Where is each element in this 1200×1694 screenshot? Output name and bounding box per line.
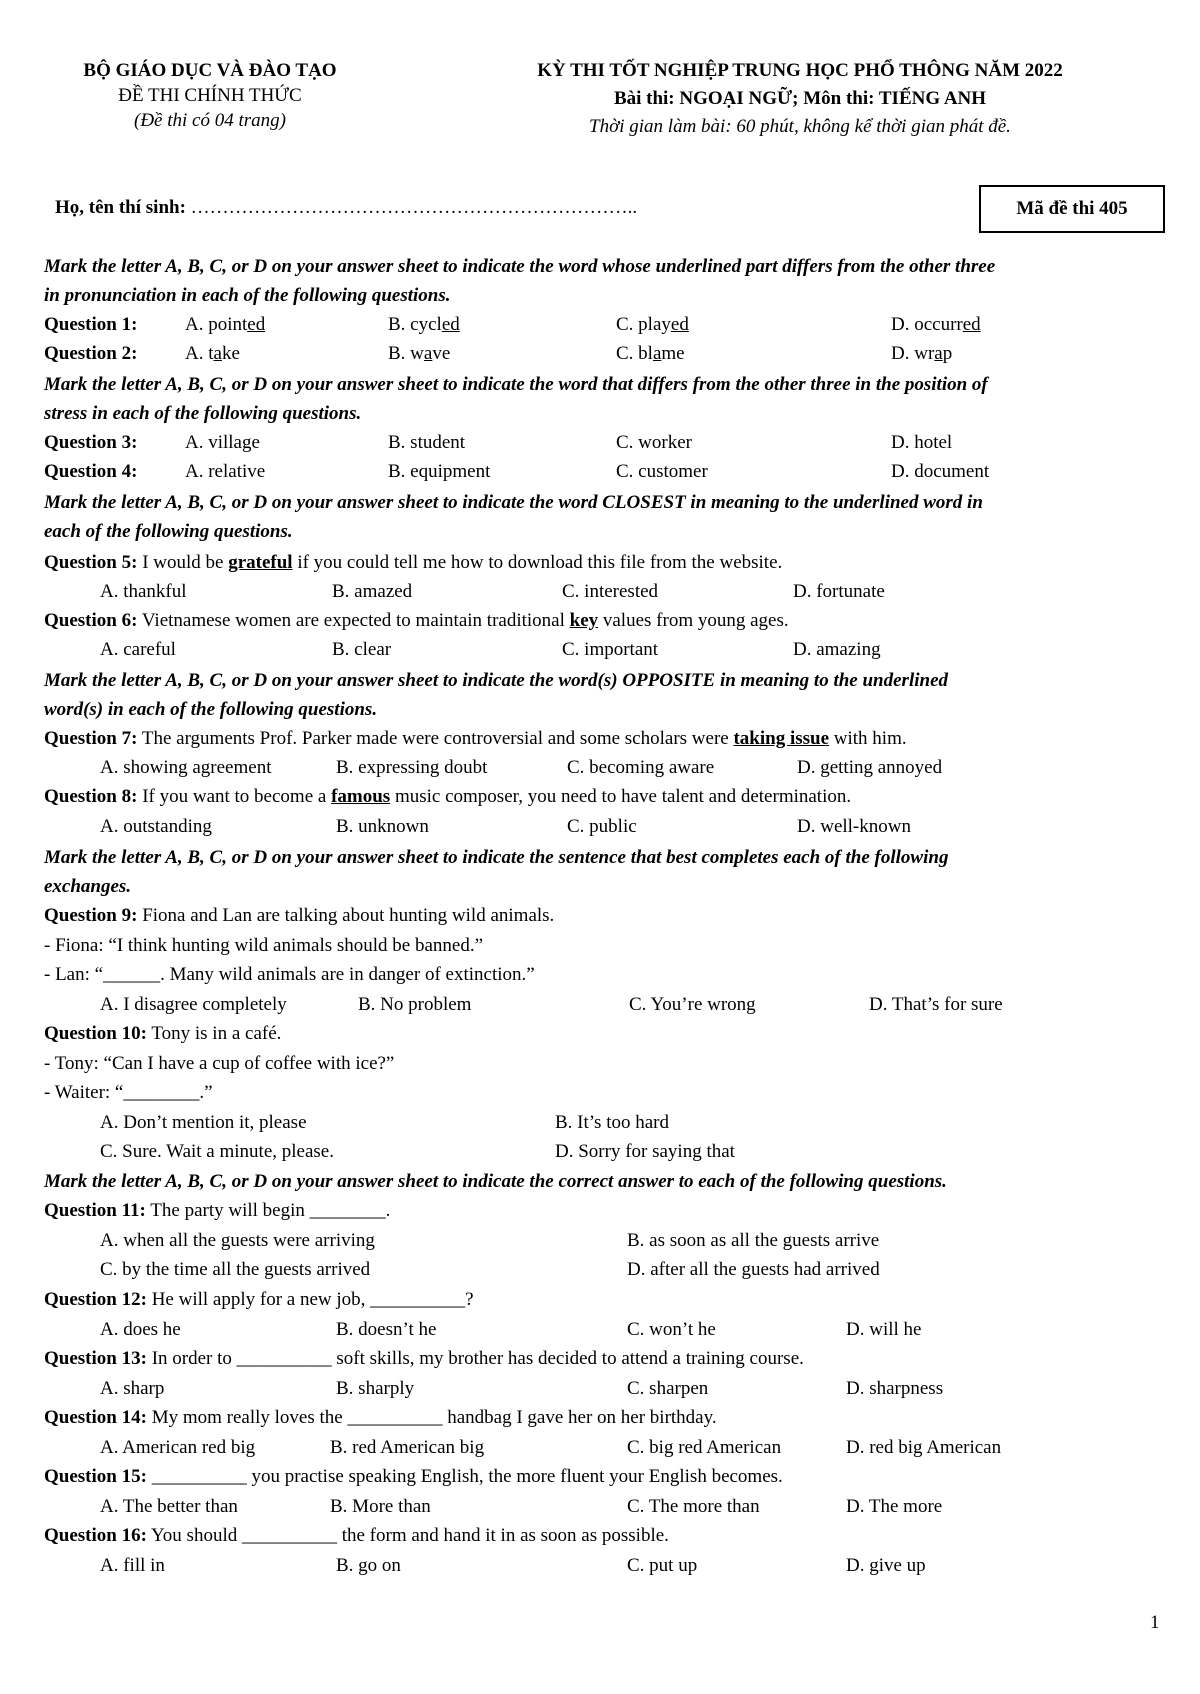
- q13-option-c[interactable]: C. sharpen: [627, 1378, 709, 1399]
- q2-option-b[interactable]: [388, 339, 450, 368]
- q5-text-post: if you could tell me how to download this file from the website.: [292, 552, 783, 573]
- instruction-pronunciation: Mark the letter A, B, C, or D on your answer sheet to indicate the word whose underlined part differs from the other three: [44, 256, 996, 277]
- q4-option-c[interactable]: C. customer: [616, 461, 708, 482]
- q11-text: The party will begin ________.: [145, 1200, 391, 1221]
- q16-option-a[interactable]: A. fill in: [100, 1555, 165, 1576]
- q14-option-c[interactable]: C. big red American: [627, 1437, 782, 1458]
- q7-text-pre: The arguments Prof. Parker made were controversial and some scholars were: [137, 728, 734, 749]
- q5-option-d[interactable]: D. fortunate: [793, 581, 885, 602]
- exam-code: Mã đề thi 405: [1016, 198, 1128, 219]
- q8-option-d[interactable]: D. well-known: [797, 816, 911, 837]
- q2-c-underlined: a: [652, 343, 662, 364]
- instruction-exchanges-cont: exchanges.: [44, 876, 132, 897]
- instruction-stress: Mark the letter A, B, C, or D on your answer sheet to indicate the word that differs from the other three in the position of: [44, 374, 988, 395]
- q2-d-underlined: a: [934, 343, 943, 364]
- q10-dialogue-2: - Waiter: “________.”: [44, 1082, 213, 1103]
- q2-a-underlined: a: [213, 343, 222, 364]
- q6-option-a[interactable]: A. careful: [100, 639, 176, 660]
- q9-text: Fiona and Lan are talking about hunting wild animals.: [137, 905, 555, 926]
- question-7: [44, 724, 907, 753]
- q5-text-pre: I would be: [137, 552, 229, 573]
- q8-text-post: music composer, you need to have talent and determination.: [390, 786, 852, 807]
- exam-subject: Bài thi: NGOẠI NGỮ; Môn thi: TIẾNG ANH: [613, 88, 987, 109]
- q11-option-c[interactable]: C. by the time all the guests arrived: [100, 1259, 371, 1280]
- q12-option-b[interactable]: B. doesn’t he: [336, 1319, 437, 1340]
- exam-title: KỲ THI TỐT NGHIỆP TRUNG HỌC PHỔ THÔNG NĂM 2022: [537, 60, 1063, 81]
- instruction-closest: Mark the letter A, B, C, or D on your answer sheet to indicate the word CLOSEST in meaning to the underlined word in: [44, 492, 983, 513]
- q6-option-c[interactable]: C. important: [562, 639, 659, 660]
- question-9-label: Question 9:: [44, 905, 138, 926]
- q7-option-b[interactable]: B. expressing doubt: [336, 757, 488, 778]
- q2-option-a[interactable]: [185, 339, 240, 368]
- q2-a-text: A. t: [185, 343, 214, 364]
- q12-text: He will apply for a new job, __________?: [146, 1289, 474, 1310]
- question-2-label: Question 2:: [44, 343, 138, 364]
- official-label: ĐỀ THI CHÍNH THỨC: [118, 85, 302, 106]
- q7-option-a[interactable]: A. showing agreement: [100, 757, 272, 778]
- q15-option-c[interactable]: C. The more than: [627, 1496, 760, 1517]
- q10-option-a[interactable]: A. Don’t mention it, please: [100, 1112, 307, 1133]
- q3-option-c[interactable]: C. worker: [616, 432, 692, 453]
- q7-option-d[interactable]: D. getting annoyed: [797, 757, 943, 778]
- candidate-name-line: [55, 197, 637, 219]
- q9-option-a[interactable]: A. I disagree completely: [100, 994, 287, 1015]
- question-5: [44, 548, 782, 577]
- instruction-exchanges: Mark the letter A, B, C, or D on your answer sheet to indicate the sentence that best completes each of the following: [44, 847, 949, 868]
- q16-option-b[interactable]: B. go on: [336, 1555, 401, 1576]
- q9-option-d[interactable]: D. That’s for sure: [869, 994, 1003, 1015]
- q5-option-b[interactable]: B. amazed: [332, 581, 413, 602]
- q1-a-underlined: ed: [247, 314, 266, 335]
- question-16: [44, 1521, 669, 1550]
- q2-a-rest: ke: [221, 343, 240, 364]
- q11-option-a[interactable]: A. when all the guests were arriving: [100, 1230, 375, 1251]
- question-8-label: Question 8:: [44, 786, 138, 807]
- q13-option-d[interactable]: D. sharpness: [846, 1378, 944, 1399]
- q4-option-a[interactable]: A. relative: [185, 461, 266, 482]
- q1-a-text: A. point: [185, 314, 248, 335]
- q9-dialogue-1: - Fiona: “I think hunting wild animals should be banned.”: [44, 935, 484, 956]
- candidate-name-label: Họ, tên thí sinh:: [55, 197, 186, 218]
- q8-text-pre: If you want to become a: [137, 786, 332, 807]
- question-7-label: Question 7:: [44, 728, 138, 749]
- instruction-opposite-cont: word(s) in each of the following questions.: [44, 699, 378, 720]
- q2-d-rest: p: [942, 343, 953, 364]
- q10-dialogue-1: - Tony: “Can I have a cup of coffee with ice?”: [44, 1053, 395, 1074]
- q10-text: Tony is in a café.: [146, 1023, 282, 1044]
- candidate-name-dots: ……………………………………………………………..: [190, 197, 638, 218]
- q1-option-b[interactable]: [388, 310, 460, 339]
- q5-underlined-word: grateful: [228, 552, 293, 573]
- q6-text-pre: Vietnamese women are expected to maintain traditional: [137, 610, 570, 631]
- q15-text: __________ you practise speaking English, the more fluent your English becomes.: [146, 1466, 783, 1487]
- page-number: 1: [1150, 1612, 1160, 1633]
- q2-c-text: C. bl: [616, 343, 653, 364]
- q1-c-text: C. play: [616, 314, 671, 335]
- exam-code-box: [979, 185, 1165, 233]
- question-1-label: Question 1:: [44, 314, 138, 335]
- q8-option-b[interactable]: B. unknown: [336, 816, 429, 837]
- q1-d-underlined: ed: [962, 314, 981, 335]
- q8-option-a[interactable]: A. outstanding: [100, 816, 212, 837]
- page-count: (Đề thi có 04 trang): [134, 110, 286, 131]
- question-6: [44, 606, 789, 635]
- q2-b-underlined: a: [423, 343, 433, 364]
- q9-option-c[interactable]: C. You’re wrong: [629, 994, 756, 1015]
- q15-option-b[interactable]: B. More than: [330, 1496, 431, 1517]
- question-13: [44, 1344, 804, 1373]
- q12-option-a[interactable]: A. does he: [100, 1319, 181, 1340]
- question-11: [44, 1196, 390, 1225]
- q2-b-text: B. w: [388, 343, 424, 364]
- q4-option-b[interactable]: B. equipment: [388, 461, 491, 482]
- q2-c-rest: me: [661, 343, 685, 364]
- q2-b-rest: ve: [432, 343, 451, 364]
- q3-option-b[interactable]: B. student: [388, 432, 466, 453]
- q12-option-d[interactable]: D. will he: [846, 1319, 922, 1340]
- q11-option-d[interactable]: D. after all the guests had arrived: [627, 1259, 880, 1280]
- q10-option-d[interactable]: D. Sorry for saying that: [555, 1141, 735, 1162]
- q14-option-b[interactable]: B. red American big: [330, 1437, 485, 1458]
- question-12-label: Question 12:: [44, 1289, 147, 1310]
- question-13-label: Question 13:: [44, 1348, 147, 1369]
- q9-option-b[interactable]: B. No problem: [358, 994, 472, 1015]
- question-3-label: Question 3:: [44, 432, 138, 453]
- exam-time: Thời gian làm bài: 60 phút, không kể thời gian phát đề.: [589, 116, 1011, 137]
- q2-option-d[interactable]: [891, 339, 952, 368]
- q1-c-underlined: ed: [670, 314, 689, 335]
- q16-option-d[interactable]: D. give up: [846, 1555, 926, 1576]
- q15-option-a[interactable]: A. The better than: [100, 1496, 238, 1517]
- question-12: [44, 1285, 474, 1314]
- question-5-label: Question 5:: [44, 552, 138, 573]
- q16-option-c[interactable]: C. put up: [627, 1555, 698, 1576]
- instruction-opposite: Mark the letter A, B, C, or D on your answer sheet to indicate the word(s) OPPOSITE in meaning to the underlined: [44, 670, 949, 691]
- q9-dialogue-2: - Lan: “______. Many wild animals are in danger of extinction.”: [44, 964, 535, 985]
- q13-text: In order to __________ soft skills, my brother has decided to attend a training course.: [146, 1348, 804, 1369]
- q3-option-a[interactable]: A. village: [185, 432, 260, 453]
- q12-option-c[interactable]: C. won’t he: [627, 1319, 716, 1340]
- q1-option-a[interactable]: [185, 310, 265, 339]
- q2-d-text: D. wr: [891, 343, 935, 364]
- question-8: [44, 782, 851, 811]
- q13-option-a[interactable]: A. sharp: [100, 1378, 165, 1399]
- q16-text: You should __________ the form and hand it in as soon as possible.: [146, 1525, 669, 1546]
- question-14: [44, 1403, 717, 1432]
- q5-option-a[interactable]: A. thankful: [100, 581, 187, 602]
- question-14-label: Question 14:: [44, 1407, 147, 1428]
- q2-option-c[interactable]: [616, 339, 685, 368]
- q7-option-c[interactable]: C. becoming aware: [567, 757, 715, 778]
- instruction-correct: Mark the letter A, B, C, or D on your answer sheet to indicate the correct answer to each of the following questions.: [44, 1171, 947, 1192]
- question-10-label: Question 10:: [44, 1023, 147, 1044]
- q3-option-d[interactable]: D. hotel: [891, 432, 953, 453]
- question-15-label: Question 15:: [44, 1466, 147, 1487]
- q14-option-a[interactable]: A. American red big: [100, 1437, 256, 1458]
- question-16-label: Question 16:: [44, 1525, 147, 1546]
- q4-option-d[interactable]: D. document: [891, 461, 990, 482]
- question-9: [44, 901, 554, 930]
- q1-d-text: D. occurr: [891, 314, 963, 335]
- q7-underlined-phrase: taking issue: [733, 728, 830, 749]
- q6-option-d[interactable]: D. amazing: [793, 639, 881, 660]
- instruction-closest-cont: each of the following questions.: [44, 521, 293, 542]
- question-11-label: Question 11:: [44, 1200, 146, 1221]
- q1-b-text: B. cycl: [388, 314, 442, 335]
- q6-text-post: values from young ages.: [598, 610, 789, 631]
- question-10: [44, 1019, 281, 1048]
- q7-text-post: with him.: [829, 728, 907, 749]
- q5-option-c[interactable]: C. interested: [562, 581, 659, 602]
- question-15: [44, 1462, 783, 1491]
- q13-option-b[interactable]: B. sharply: [336, 1378, 415, 1399]
- q8-option-c[interactable]: C. public: [567, 816, 637, 837]
- q15-option-d[interactable]: D. The more: [846, 1496, 943, 1517]
- instruction-pronunciation-cont: in pronunciation in each of the following questions.: [44, 285, 451, 306]
- q6-underlined-word: key: [569, 610, 599, 631]
- q1-option-d[interactable]: [891, 310, 981, 339]
- q10-option-b[interactable]: B. It’s too hard: [555, 1112, 669, 1133]
- question-4-label: Question 4:: [44, 461, 138, 482]
- q1-option-c[interactable]: [616, 310, 689, 339]
- q14-text: My mom really loves the __________ handbag I gave her on her birthday.: [146, 1407, 717, 1428]
- instruction-stress-cont: stress in each of the following questions.: [44, 403, 362, 424]
- question-6-label: Question 6:: [44, 610, 138, 631]
- ministry-name: BỘ GIÁO DỤC VÀ ĐÀO TẠO: [83, 60, 337, 81]
- q10-option-c[interactable]: C. Sure. Wait a minute, please.: [100, 1141, 334, 1162]
- q8-underlined-word: famous: [331, 786, 391, 807]
- q14-option-d[interactable]: D. red big American: [846, 1437, 1002, 1458]
- q6-option-b[interactable]: B. clear: [332, 639, 392, 660]
- q11-option-b[interactable]: B. as soon as all the guests arrive: [627, 1230, 880, 1251]
- q1-b-underlined: ed: [441, 314, 460, 335]
